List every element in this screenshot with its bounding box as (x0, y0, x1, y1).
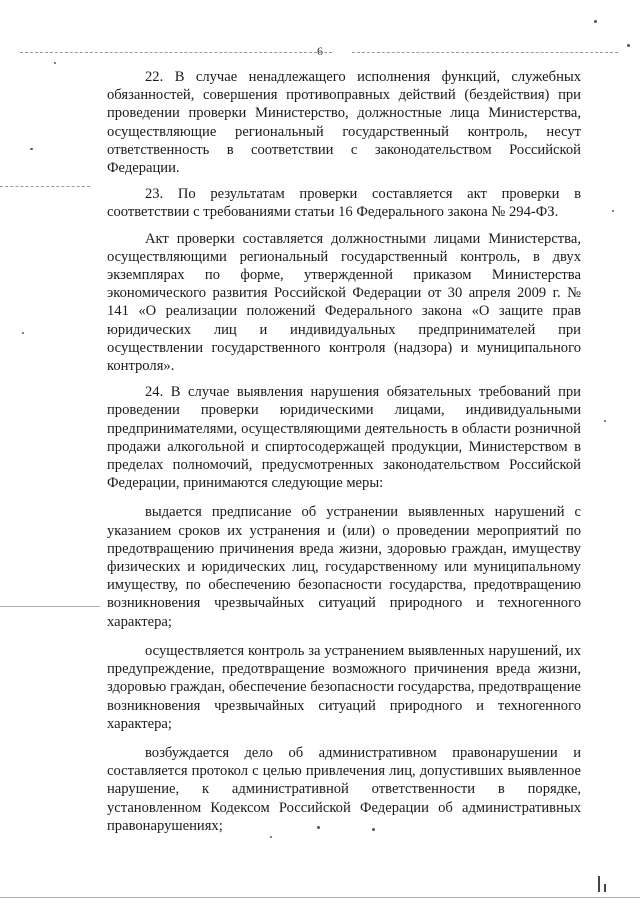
scan-line-bottom (0, 897, 640, 898)
document-body (107, 68, 581, 835)
scan-speck (612, 210, 614, 212)
scan-speck (627, 44, 630, 47)
scan-line-top-left (20, 52, 332, 53)
scan-line-mid-left (0, 186, 90, 187)
scan-speck (54, 62, 56, 64)
measure-order: выдается предписание об устранении выявленных нарушений с указанием сроков их устранения и (или) о проведении мероприятий по предотвращению причинения вреда жизни, здоровью граждан, имуществу физических и юридических лиц, государственному или муниципальному имуществу, по обеспечению безопасности государства, предотвращению возникновения чрезвычайных ситуаций природного и техногенного характера; (107, 504, 581, 630)
paragraph-24: 24. В случае выявления нарушения обязательных требований при проведении проверки юридическими лицами, индивидуальными предпринимателями, осуществляющими деятельность в области розничной продажи алкогольной и спиртосодержащей продукции, Министерством в пределах полномочий, предусмотренных законодательством Российской Федерации, принимаются следующие меры: (107, 384, 581, 492)
paragraph-23: 23. По результатам проверки составляется акт проверки в соответствии с требованиями статьи 16 Федерального закона № 294-ФЗ. (107, 186, 581, 221)
scan-line-top-right (352, 52, 618, 53)
scan-speck (604, 420, 606, 422)
paragraph-22: 22. В случае ненадлежащего исполнения функций, служебных обязанностей, совершения противоправных действий (бездействия) при проведении проверки Министерство, должностные лица Министерства, осуществляющие региональный государственный контроль, несут ответственность в соответствии с законодательством Российской Федерации. (107, 69, 581, 177)
scan-mark (598, 876, 600, 892)
scan-speck (22, 332, 24, 334)
measure-control: осуществляется контроль за устранением выявленных нарушений, их предупреждение, предотвращение возможного причинения вреда жизни, здоровью граждан, обеспечение безопасности государства, предотвращение возникновения чрезвычайных ситуаций природного и техногенного характера; (107, 642, 581, 732)
page-number: 6 (317, 44, 323, 58)
scan-speck (270, 836, 272, 838)
scan-line-lower-left (0, 606, 100, 607)
scan-speck (594, 20, 597, 23)
scan-mark (604, 884, 606, 892)
paragraph-act: Акт проверки составляется должностными лицами Министерства, осуществляющими региональный государственный контроль, в двух экземплярах по форме, утвержденной приказом Министерства экономического развития Российской Федерации от 30 апреля 2009 г. № 141 «О реализации положений Федерального закона «О защите прав юридических лиц и индивидуальных предпринимателей при осуществлении государственного контроля (надзора) и муниципального контроля». (107, 230, 581, 375)
scan-speck (30, 148, 33, 150)
measure-administrative-case: возбуждается дело об административном правонарушении и составляется протокол с целью привлечения лиц, допустивших выявленное нарушение, к административной ответственности в порядке, установленном Кодексом Российской Федерации об административных правонарушениях; (107, 744, 581, 834)
